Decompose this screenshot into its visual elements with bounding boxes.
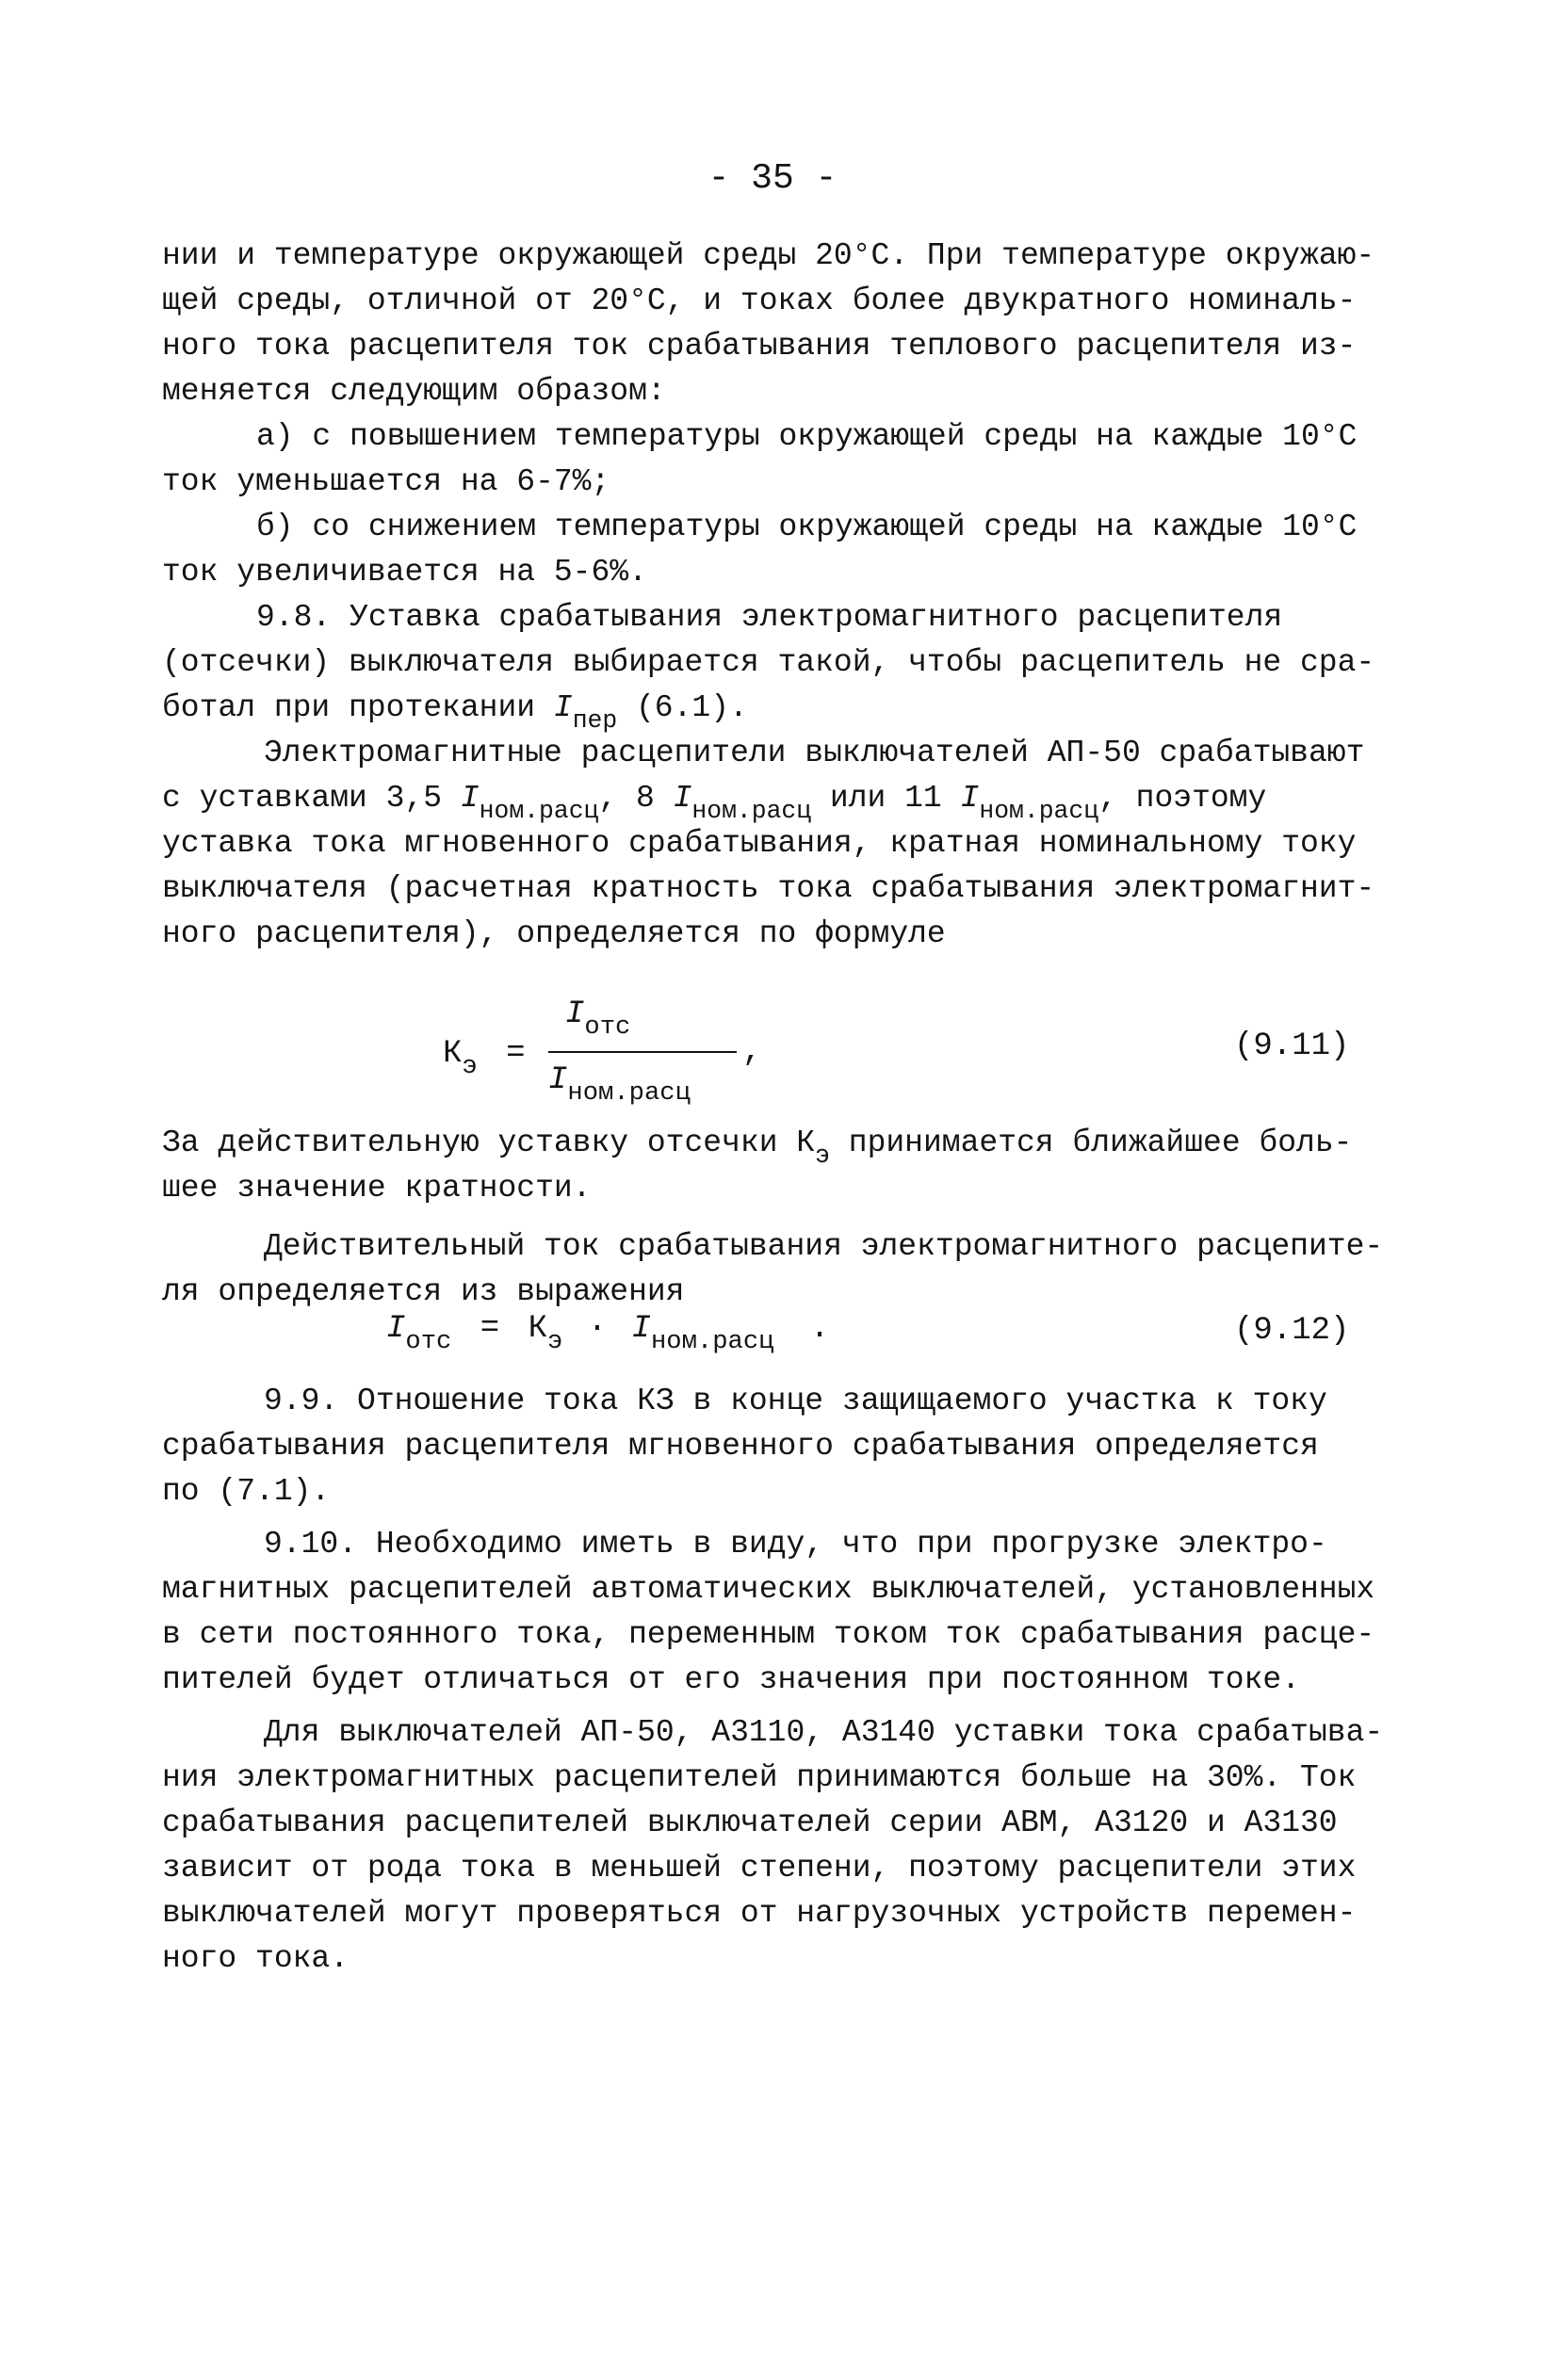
equals-sign: = bbox=[506, 1036, 526, 1072]
formula-k-subscript: э bbox=[462, 1052, 478, 1082]
subscript: ном.расц bbox=[567, 1078, 691, 1109]
formula-lhs bbox=[443, 1036, 526, 1081]
list-item-a: а) с повышением температуры окружающей среды на каждые 10°С bbox=[256, 419, 1358, 454]
text-line: уставка тока мгновенного срабатывания, кратная номинальному току bbox=[162, 826, 1357, 861]
section-9-10-heading: 9.10. Необходимо иметь в виду, что при прогрузке электро- bbox=[264, 1527, 1327, 1562]
subscript: ном.расц bbox=[650, 1327, 774, 1357]
section-9-8-heading: 9.8. Уставка срабатывания электромагнитного расцепителя bbox=[256, 600, 1283, 635]
equation-number: (9.12) bbox=[1234, 1313, 1350, 1349]
text-line: зависит от рода тока в меньшей степени, поэтому расцепители этих bbox=[162, 1851, 1357, 1886]
text-fragment: или 11 bbox=[811, 781, 961, 816]
subscript: ном.расц bbox=[479, 796, 599, 825]
subscript: пер bbox=[572, 705, 618, 735]
current-symbol: I bbox=[565, 996, 585, 1032]
text-line: Электромагнитные расцепители выключателей АП-50 срабатывают bbox=[264, 736, 1365, 770]
text-line: по (7.1). bbox=[162, 1474, 331, 1509]
page-number: - 35 - bbox=[707, 158, 838, 199]
text-line: магнитных расцепителей автоматических выключателей, установленных bbox=[162, 1572, 1375, 1607]
equation-number: (9.11) bbox=[1234, 1028, 1350, 1064]
text-line: меняется следующим образом: bbox=[162, 374, 666, 409]
text-line-with-formula bbox=[162, 1121, 1406, 1170]
text-fragment: ботал при протекании bbox=[162, 690, 554, 725]
text-line-with-formula bbox=[162, 686, 1406, 735]
text-line: нии и температуре окружающей среды 20°С. При температуре окружаю- bbox=[162, 238, 1375, 273]
text-line: ток увеличивается на 5-6%. bbox=[162, 555, 647, 590]
paragraph-thermal-release bbox=[162, 234, 1406, 957]
text-line: щей среды, отличной от 20°С, и токах более двукратного номиналь- bbox=[162, 283, 1357, 318]
text-fragment: , 8 bbox=[598, 781, 674, 816]
current-symbol: I bbox=[960, 781, 980, 816]
current-symbol: I bbox=[631, 1311, 651, 1347]
fraction-denominator bbox=[548, 1062, 691, 1108]
formula-trailing-punct: . bbox=[809, 1311, 830, 1347]
section-9-9-heading: 9.9. Отношение тока КЗ в конце защищаемого участка к току bbox=[264, 1384, 1327, 1418]
text-line: (отсечки) выключателя выбирается такой, чтобы расцепитель не сра- bbox=[162, 645, 1375, 680]
text-line: ток уменьшается на 6-7%; bbox=[162, 464, 610, 499]
paragraph-cutoff-setting bbox=[162, 1121, 1406, 1315]
text-line: срабатывания расцепителей выключателей серии АВМ, А3120 и А3130 bbox=[162, 1805, 1338, 1840]
text-line: Для выключателей АП-50, А3110, А3140 уставки тока срабатыва- bbox=[264, 1715, 1384, 1750]
text-fragment: За действительную уставку отсечки К bbox=[162, 1125, 816, 1160]
equals-sign: = bbox=[480, 1311, 500, 1347]
formula-k-subscript: э bbox=[546, 1327, 563, 1357]
fraction-bar bbox=[548, 1051, 737, 1053]
text-fragment: с уставками 3,5 bbox=[162, 781, 461, 816]
subscript: отс bbox=[405, 1327, 452, 1357]
formula-k: К bbox=[528, 1311, 547, 1347]
subscript: ном.расц bbox=[691, 796, 812, 825]
formula-trailing-punct: , bbox=[742, 1034, 762, 1070]
text-line: ния электромагнитных расцепителей принимаются больше на 30%. Ток bbox=[162, 1760, 1357, 1795]
text-line-with-formula bbox=[162, 776, 1406, 825]
fraction-numerator bbox=[565, 996, 630, 1042]
text-line: в сети постоянного тока, переменным током ток срабатывания расце- bbox=[162, 1617, 1375, 1652]
subscript: ном.расц bbox=[979, 796, 1099, 825]
paragraphs-9-9-9-10 bbox=[162, 1379, 1406, 1982]
text-line: выключателей могут проверяться от нагрузочных устройств перемен- bbox=[162, 1896, 1357, 1931]
current-symbol: I bbox=[386, 1311, 406, 1347]
subscript: э bbox=[815, 1141, 830, 1170]
text-line: Действительный ток срабатывания электромагнитного расцепите- bbox=[264, 1229, 1384, 1264]
current-symbol: I bbox=[460, 781, 480, 816]
text-line: пителей будет отличаться от его значения при постоянном токе. bbox=[162, 1662, 1300, 1697]
text-fragment: (6.1). bbox=[617, 690, 748, 725]
text-line: ного тока расцепителя ток срабатывания теплового расцепителя из- bbox=[162, 329, 1357, 364]
text-line: срабатывания расцепителя мгновенного срабатывания определяется bbox=[162, 1429, 1319, 1464]
formula-9-12 bbox=[386, 1311, 829, 1356]
text-fragment: принимается ближайшее боль- bbox=[829, 1125, 1353, 1160]
formula-k: К bbox=[443, 1036, 463, 1072]
text-line: шее значение кратности. bbox=[162, 1171, 592, 1206]
formula-9-11 bbox=[443, 996, 782, 1109]
text-fragment: , поэтому bbox=[1098, 781, 1267, 816]
current-symbol: I bbox=[553, 690, 573, 725]
text-line: ного тока. bbox=[162, 1941, 350, 1976]
text-line: выключателя (расчетная кратность тока срабатывания электромагнит- bbox=[162, 871, 1375, 906]
list-item-b: б) со снижением температуры окружающей среды на каждые 10°С bbox=[256, 510, 1358, 544]
multiply-dot: · bbox=[587, 1311, 608, 1347]
text-line: ля определяется из выражения bbox=[162, 1274, 685, 1309]
text-line: ного расцепителя), определяется по формуле bbox=[162, 916, 946, 951]
subscript: отс bbox=[584, 1012, 631, 1043]
current-symbol: I bbox=[548, 1062, 568, 1098]
current-symbol: I bbox=[673, 781, 692, 816]
